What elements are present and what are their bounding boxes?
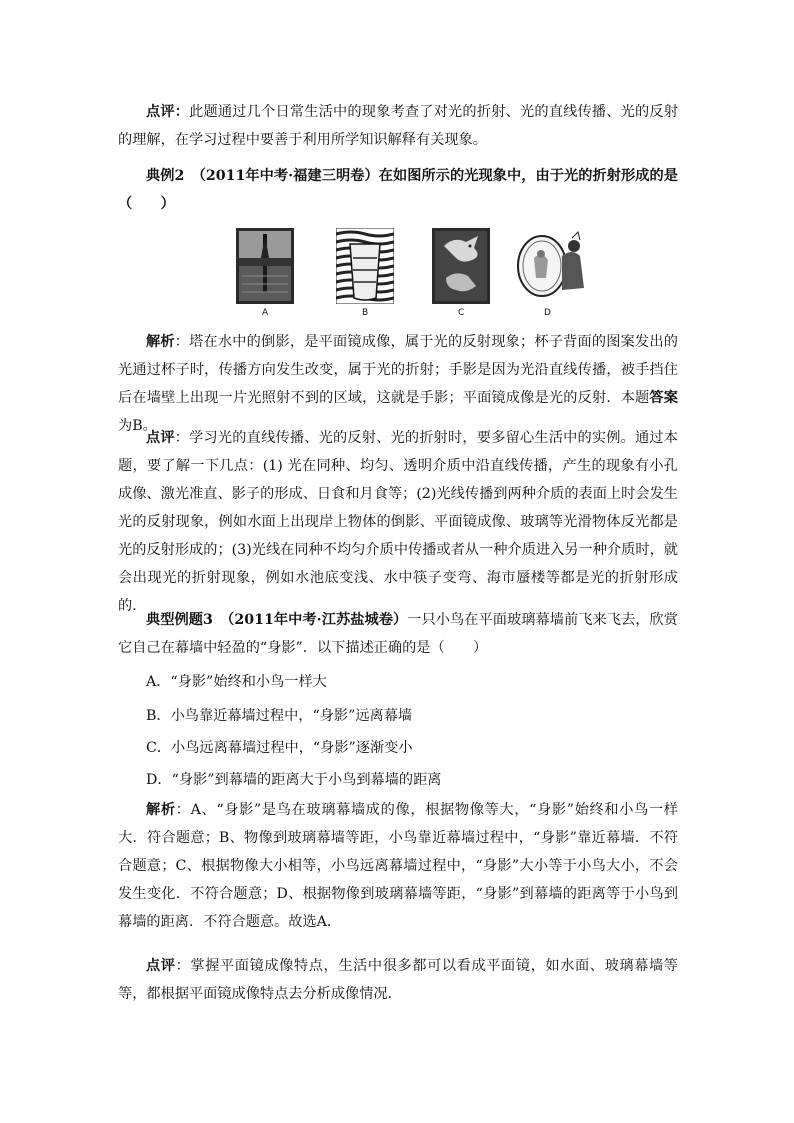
analysis-text: 塔在水中的倒影，是平面镜成像，属于光的反射现象；杯子背面的图案发出的光通过杯子时，传播方向发生改变，属于光的折射；手影是因为光沿直线传播，被手挡住后在墙壁上出现一片光照射不到的区域，这就是手影；平面镜成像是光的反射．本题 bbox=[118, 334, 678, 406]
analysis-colon: ： bbox=[175, 802, 191, 818]
answer-text: 为B。 bbox=[118, 418, 157, 434]
example-3-prefix: 典型例题3 （2011年中考·江苏盐城卷） bbox=[146, 612, 408, 628]
comment-colon: ： bbox=[175, 958, 191, 974]
analysis-colon: ： bbox=[174, 334, 190, 350]
comment-label: 点评 bbox=[146, 958, 176, 974]
comment-label: 点评 bbox=[146, 430, 175, 446]
figure-strip bbox=[232, 228, 612, 320]
analysis-paragraph-3 bbox=[118, 796, 678, 936]
figure-a-tower-reflection bbox=[236, 228, 294, 304]
figure-b-label: B bbox=[362, 308, 369, 318]
option-a: A．“身影”始终和小鸟一样大 bbox=[146, 674, 327, 690]
figure-a-label: A bbox=[262, 308, 269, 318]
figure-b-glass-refraction bbox=[336, 228, 394, 304]
example-3-question bbox=[118, 606, 678, 662]
comment-text: 掌握平面镜成像特点，生活中很多都可以看成平面镜，如水面、玻璃幕墙等等，都根据平面镜成像特点去分析成像情况． bbox=[118, 958, 678, 1002]
comment-colon: ： bbox=[174, 430, 190, 446]
answer-label: 答案 bbox=[649, 390, 678, 406]
option-c: C．小鸟远离幕墙过程中，“身影”逐渐变小 bbox=[146, 740, 413, 756]
figure-d-mirror-image bbox=[514, 228, 594, 304]
comment-label: 点评： bbox=[146, 104, 190, 120]
comment-paragraph-3 bbox=[118, 952, 678, 1008]
analysis-label: 解析 bbox=[146, 334, 175, 350]
option-b: B．小鸟靠近幕墙过程中，“身影”远离幕墙 bbox=[146, 708, 413, 724]
comment-text: 学习光的直线传播、光的反射、光的折射时，要多留心生活中的实例。通过本题，要了解一下几点：(1) 光在同种、均匀、透明介质中沿直线传播，产生的现象有小孔成像、激光准直、影子的形成、日食和月食等；(2)光线传播到两种介质的表面上时会发生光的反射现象，例如水面上出现岸上物体的倒影、平面镜成像、玻璃等光滑物体反光都是光的反射形成的；(3)光线在同种不均匀介质中传播或者从一种介质进入另一种介质时，就会出现光的折射现象，例如水池底变浅、水中筷子变弯、海市蜃楼等都是光的折射形成的． bbox=[118, 430, 678, 614]
example-3-text: 一只小鸟在平面玻璃幕墙前飞来飞去，欣赏它自己在幕墙中轻盈的“身影”．以下描述正确的是（ ） bbox=[118, 612, 678, 656]
figure-c-label: C bbox=[458, 308, 465, 318]
comment-text: 此题通过几个日常生活中的现象考查了对光的折射、光的直线传播、光的反射的理解，在学习过程中要善于利用所学知识解释有关现象。 bbox=[118, 104, 678, 148]
figure-d-label: D bbox=[544, 308, 551, 318]
comment-paragraph-2 bbox=[118, 424, 678, 620]
figure-c-hand-shadow bbox=[432, 228, 490, 304]
analysis-label: 解析 bbox=[146, 802, 176, 818]
option-d: D．“身影”到幕墙的距离大于小鸟到幕墙的距离 bbox=[146, 772, 442, 788]
comment-paragraph-1 bbox=[118, 98, 678, 154]
example-2-question bbox=[118, 162, 678, 218]
analysis-text: A、“身影”是鸟在玻璃幕墙成的像，根据物像等大，“身影”始终和小鸟一样大．符合题意；B、物像到玻璃幕墙等距，小鸟靠近幕墙过程中，“身影”靠近幕墙．不符合题意；C、根据物像大小相等，小鸟远离幕墙过程中，“身影”大小等于小鸟大小，不会发生变化．不符合题意；D、根据物像到玻璃幕墙等距，“身影”到幕墙的距离等于小鸟到幕墙的距离．不符合题意。故选A． bbox=[118, 802, 678, 930]
example-2-text: 典例2 （2011年中考·福建三明卷）在如图所示的光现象中，由于光的折射形成的是（ ） bbox=[118, 168, 678, 212]
